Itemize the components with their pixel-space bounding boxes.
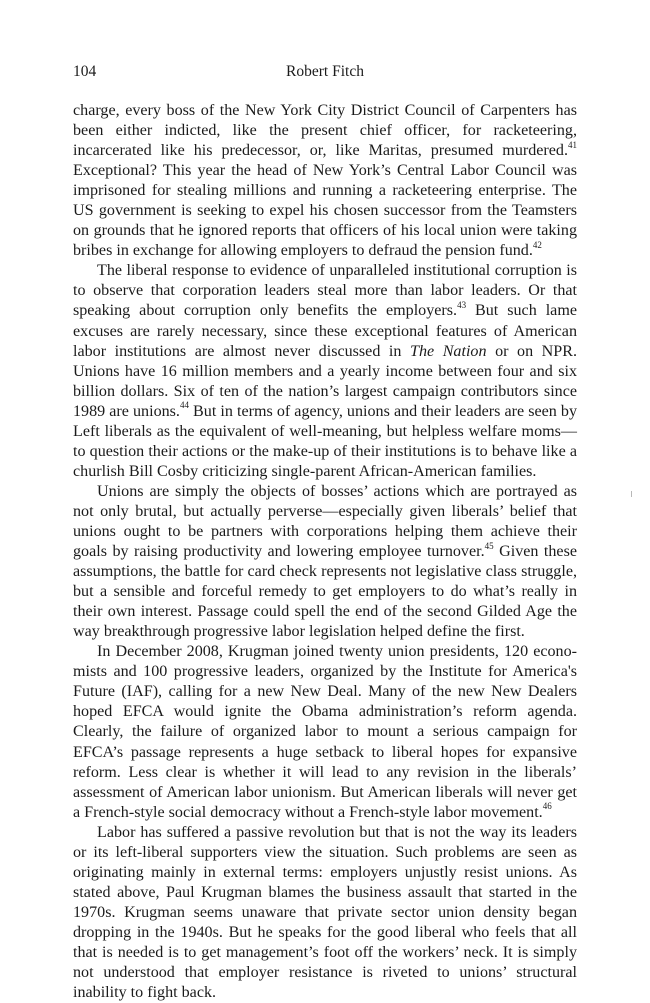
footnote-ref: 46: [542, 801, 552, 812]
footnote-ref: 42: [532, 239, 542, 250]
body-text: [73, 101, 577, 1003]
paragraph-text: charge, every boss of the New York City District Council of Carpenters has been either indicted, like the present chief officer, for racketeering, incarcerated like his predecessor, or, like Maritas, presumed murdered.: [73, 102, 577, 160]
running-head: [73, 63, 577, 85]
paragraph: [73, 642, 577, 822]
italic-title: The Nation: [410, 342, 487, 360]
paragraph-text: But in terms of agency, unions and their leaders are seen by Left liberals as the equivalent of well-meaning, but helpless welfare moms—to question their actions or the make-up of their institutions is to behave like a churlish Bill Cosby criticizing single-parent African-American families.: [73, 402, 577, 480]
paragraph-text: Labor has suffered a passive revolution but that is not the way its leaders or its left-liberal supporters view the situation. Such problems are seen as originating mainly in external terms: employers unjustly resist unions. As stated above, Paul Krugman blames the business assault that started in the 1970s. Krugman seems unaware that private sector union density began dropping in the 1940s. But he speaks for the good liberal who feels that all that is needed is to get management’s foot off the workers’ neck. It is simply not understood that employer resistance is riveted to unions’ structural inability to fight back.: [73, 823, 577, 1002]
paragraph-text: Given these assumptions, the battle for card check represents not legislative class struggle, but a sensible and forceful remedy to get employers to do what’s really in their own interest. Passage could spell the end of the second Gilded Age the way breakthrough progressive labor legislation helped define the first.: [73, 543, 577, 641]
page-number: 104: [73, 63, 97, 80]
paragraph: [73, 482, 577, 642]
paragraph-text: In December 2008, Krugman joined twenty union presidents, 120 economists and 100 progressive leaders, organized by the Institute for America's Future (IAF), calling for a new New Deal. Many of the new New Dealers hoped EFCA would ignite the Obama administration’s reform agenda. Clearly, the failure of organized labor to mount a serious campaign for EFCA’s passage represents a huge setback to liberal hopes for expansive reform. Less clear is whether it will lead to any revision in the liberals’ assessment of American labor unionism. But American liberals will never get a French-style social democracy without a French-style labor movement.: [73, 643, 577, 821]
paragraph-text: Unions are simply the objects of bosses’ actions which are portrayed as not only brutal, but actually perverse—especially given liberals’ belief that unions ought to be partners with corporations helping them achieve their goals by raising productivity and lowering employee turnover.: [73, 482, 577, 561]
paragraph: [73, 261, 577, 482]
paragraph: [73, 101, 577, 261]
paragraph: [73, 823, 577, 1003]
paragraph-text: or on NPR. Unions have 16 million members and a yearly income between four and six billion dollars. Six of ten of the nation’s largest campaign contributors since 1989 are unions.: [73, 342, 578, 420]
footnote-ref: 43: [457, 300, 467, 311]
margin-mark: [631, 491, 632, 497]
footnote-ref: 45: [484, 540, 494, 551]
footnote-ref: 41: [568, 139, 577, 150]
paragraph-text: But such lame excuses are rarely necessary, since these exceptional features of American labor institutions are almost never discussed in: [73, 302, 577, 360]
footnote-ref: 44: [179, 400, 189, 411]
paragraph-text: The liberal response to evidence of unparalleled institutional corruption is to observe that corporation leaders steal more than labor leaders. Or that speaking about corruption only benefits the employers.: [73, 262, 577, 320]
running-title: Robert Fitch: [286, 63, 364, 80]
paragraph-text: Exceptional? This year the head of New York’s Central Labor Council was imprisoned for stealing millions and running a racketeering enterprise. The US government is seeking to expel his chosen successor from the Teamsters on grounds that he ignored reports that officers of his local union were taking bribes in exchange for allowing employers to defraud the pension fund.: [73, 162, 577, 260]
